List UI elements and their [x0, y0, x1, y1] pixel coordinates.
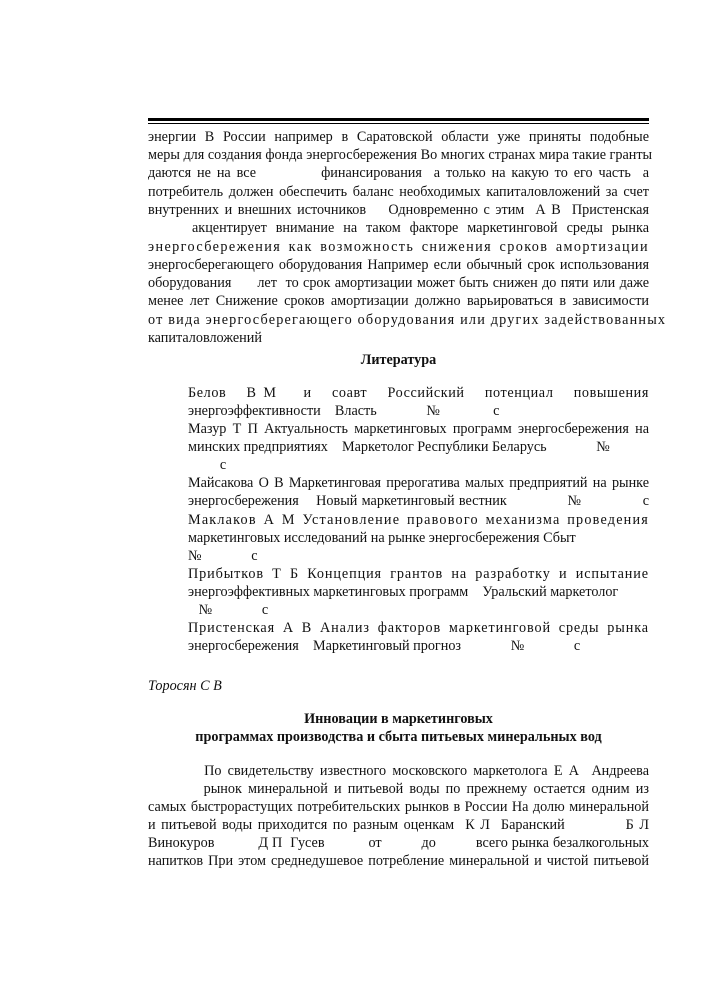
references-heading: Литература — [360, 352, 437, 368]
text-line: самых быстрорастущих потребительских рынков в России На долю минеральной — [148, 799, 649, 815]
text-line: рынок минеральной и питьевой воды по прежнему остается одним из — [148, 781, 649, 797]
text-line: По свидетельству известного московского маркетолога Е А Андреева — [148, 763, 649, 779]
text-line: потребитель должен обеспечить баланс необходимых капиталовложений за счет — [148, 184, 649, 200]
text-line: напитков При этом среднедушевое потребление минеральной и чистой питьевой — [148, 853, 649, 869]
reference-line: Пристенская А В Анализ факторов маркетинговой среды рынка — [188, 620, 649, 636]
reference-line: маркетинговых исследований на рынке энергосбережения Сбыт — [188, 530, 576, 546]
header-rule-thick — [148, 118, 649, 121]
reference-line: энергоэффективных маркетинговых программ Уральский маркетолог — [188, 584, 619, 600]
text-line: меры для создания фонда энергосбережения Во многих странах мира такие гранты — [148, 147, 653, 163]
reference-line: Белов В М и соавт Российский потенциал повышения — [188, 385, 649, 401]
reference-line: Прибытков Т Б Концепция грантов на разработку и испытание — [188, 566, 649, 582]
reference-line: № с — [188, 548, 258, 564]
text-line: от вида энергосберегающего оборудования или других задействованных — [148, 312, 667, 328]
reference-line: Маклаков А М Установление правового механизма проведения — [188, 512, 649, 528]
reference-line: Мазур Т П Актуальность маркетинговых программ энергосбережения на — [188, 421, 649, 437]
reference-line: Майсакова О В Маркетинговая прерогатива малых предприятий на рынке — [188, 475, 649, 491]
text-line: акцентирует внимание на таком факторе маркетинговой среды рынка — [192, 220, 649, 236]
text-line: и питьевой воды приходится по разным оценкам К Л Баранский Б Л — [148, 817, 649, 833]
text-line: даются не на все финансирования а только на какую то его часть а — [148, 165, 649, 181]
reference-line: энергоэффективности Власть № с — [188, 403, 500, 419]
text-line: Винокуров Д П Гусев от до всего рынка безалкогольных — [148, 835, 649, 851]
text-line: внутренних и внешних источников Одновременно с этим А В Пристенская — [148, 202, 649, 218]
article-title-line-1: Инновации в маркетинговых — [304, 711, 493, 727]
text-line: энергосбережения как возможность снижения сроков амортизации — [148, 239, 649, 255]
reference-line: энергосбережения Новый маркетинговый вестник № с — [188, 493, 649, 509]
text-line: энергии В России например в Саратовской области уже приняты подобные — [148, 129, 649, 145]
reference-line: минских предприятиях Маркетолог Республики Беларусь № — [188, 439, 610, 455]
text-line: энергосберегающего оборудования Например если обычный срок использования — [148, 257, 649, 273]
text-line: оборудования лет то срок амортизации может быть снижен до пяти или даже — [148, 275, 649, 291]
header-rule-thin — [148, 123, 649, 124]
text-line: менее лет Снижение сроков амортизации должно варьироваться в зависимости — [148, 293, 649, 309]
article-author: Торосян С В — [148, 678, 222, 694]
reference-line: с — [188, 457, 227, 473]
reference-line: энергосбережения Маркетинговый прогноз № с — [188, 638, 581, 654]
text-line: капиталовложений — [148, 330, 262, 346]
article-title-line-2: программах производства и сбыта питьевых минеральных вод — [195, 729, 602, 745]
reference-line: № с — [188, 602, 269, 618]
